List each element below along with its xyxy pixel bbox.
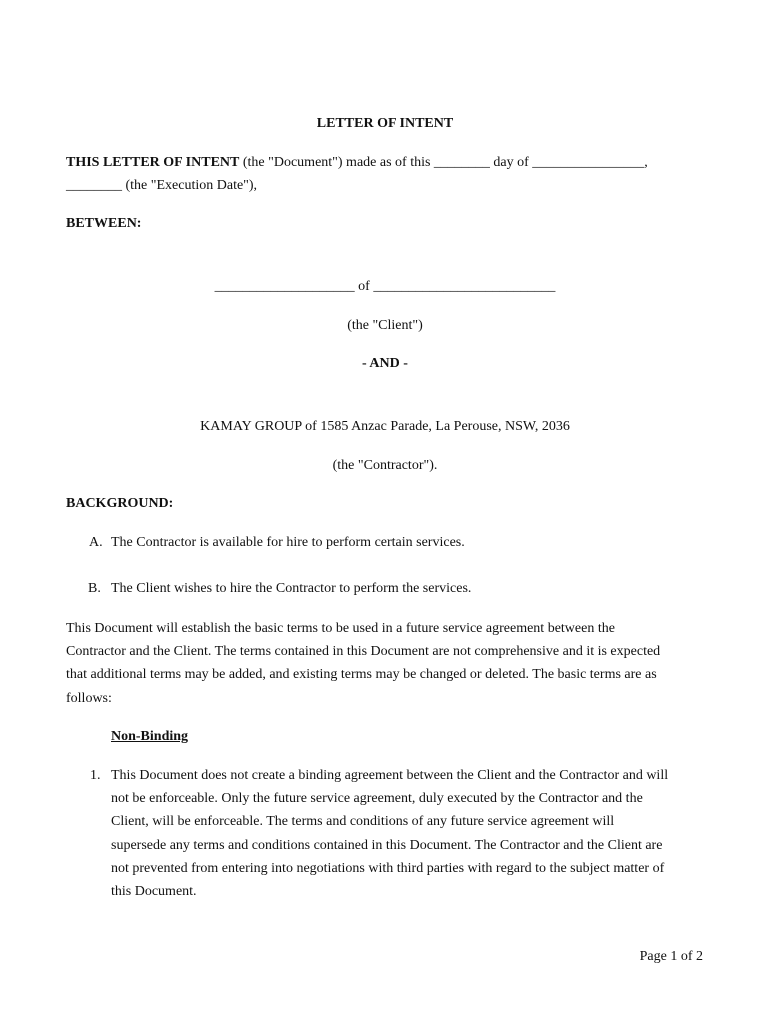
summary-line: Contractor and the Client. The terms contained in this Document are not comprehensive and it is expected bbox=[66, 644, 661, 660]
client-blank-line: ____________________ of __________________________ bbox=[214, 279, 556, 294]
summary-line: follows: bbox=[66, 690, 112, 706]
summary-line: that additional terms may be added, and existing terms may be changed or deleted. The basic terms are as bbox=[66, 667, 657, 683]
document-title: LETTER OF INTENT bbox=[316, 116, 454, 131]
clause-number: 1. bbox=[90, 768, 101, 783]
intro-bold-lead: THIS LETTER OF INTENT bbox=[66, 155, 240, 170]
summary-line: This Document will establish the basic terms to be used in a future service agreement between the bbox=[66, 621, 615, 636]
intro-line-2: ________ (the "Execution Date"), bbox=[66, 178, 258, 194]
background-item-text: The Contractor is available for hire to perform certain services. bbox=[111, 535, 465, 550]
contractor-name-address: KAMAY GROUP of 1585 Anzac Parade, La Perouse, NSW, 2036 bbox=[200, 419, 570, 434]
clause-line: not prevented from entering into negotiations with third parties with regard to the subject matter of bbox=[111, 860, 665, 876]
clause-line: not be enforceable. Only the future service agreement, duly executed by the Contractor and the bbox=[111, 791, 643, 807]
section-heading-non-binding: Non-Binding bbox=[111, 729, 189, 744]
clause-text bbox=[111, 764, 668, 903]
intro-line-1 bbox=[66, 151, 716, 174]
background-item-marker: B. bbox=[88, 581, 101, 596]
clause-line: This Document does not create a binding agreement between the Client and the Contractor and will bbox=[111, 768, 669, 783]
between-label: BETWEEN: bbox=[66, 216, 142, 231]
page-number: Page 1 of 2 bbox=[639, 949, 703, 964]
contractor-role: (the "Contractor"). bbox=[332, 458, 438, 473]
intro-line-1-rest: (the "Document") made as of this ________ day of ________________, bbox=[239, 155, 648, 170]
and-separator: - AND - bbox=[362, 356, 408, 371]
client-role: (the "Client") bbox=[347, 318, 423, 333]
summary-paragraph bbox=[66, 617, 716, 710]
clause-line: Client, will be enforceable. The terms and conditions of any future service agreement will bbox=[111, 814, 615, 830]
intro-paragraph bbox=[66, 151, 716, 197]
background-item-marker: A. bbox=[89, 535, 103, 550]
clause-line: supersede any terms and conditions contained in this Document. The Contractor and the Client are bbox=[111, 837, 663, 853]
clause-line: this Document. bbox=[111, 884, 197, 900]
background-item-text: The Client wishes to hire the Contractor to perform the services. bbox=[111, 581, 472, 596]
background-label: BACKGROUND: bbox=[66, 496, 174, 511]
